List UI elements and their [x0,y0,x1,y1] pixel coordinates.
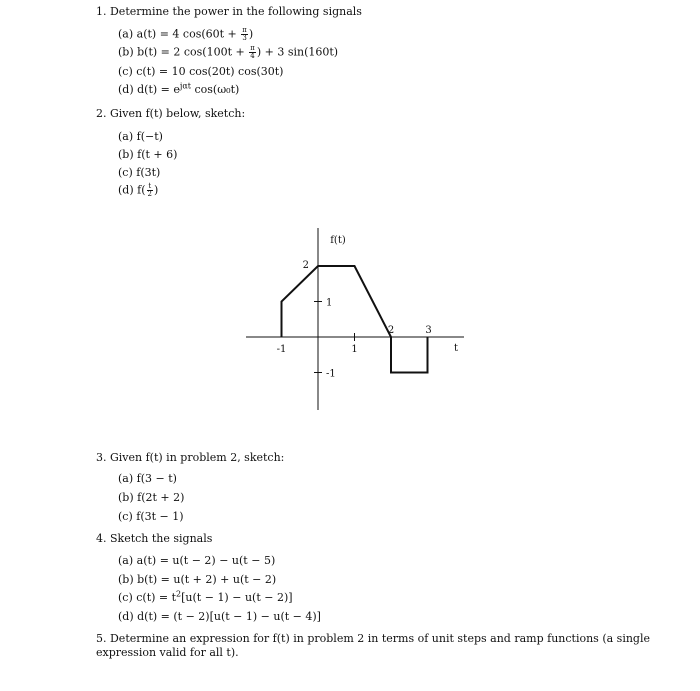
item-label: (a) [118,130,134,143]
item-label: (d) [118,183,134,197]
exponent: 2 [176,589,182,599]
problem-4d [118,610,321,624]
equation: f(3t − 1) [136,510,184,523]
item-label: (d) [118,610,134,623]
equation-suffix: ) [248,27,254,41]
equation-suffix: ) + 3 sin(160t) [256,45,339,59]
item-label: (c) [118,65,133,78]
item-label: (a) [118,554,134,567]
problem-4-title: 4. Sketch the signals [96,532,213,545]
equation: d(t) = (t − 2)[u(t − 1) − u(t − 4)] [137,610,321,623]
equation-prefix: f( [137,183,146,197]
fraction-denominator: 3 [242,34,247,42]
problem-5: 5. Determine an expression for f(t) in problem 2 in terms of unit steps and ramp functions (a single expression valid for all t). [96,632,650,659]
item-label: (b) [118,45,134,59]
plot-labels [277,235,458,380]
exponent: jαt [179,81,191,91]
item-label: (b) [118,573,134,586]
fraction-denominator: 4 [250,52,255,60]
fraction-numerator: π [250,44,255,52]
item-label: (a) [118,472,134,485]
y-tick-label: 2 [302,260,309,271]
x-axis-label: t [453,343,459,354]
fraction-numerator: π [242,26,247,34]
item-label: (d) [118,83,134,96]
item-label: (c) [118,510,133,523]
equation-prefix: d(t) = e [137,83,180,96]
equation-suffix: [u(t − 1) − u(t − 2)] [181,591,293,604]
problem-3c [118,510,184,524]
equation-prefix: a(t) = 4 cos(60t + [136,27,241,41]
equation: f(t + 6) [137,148,178,161]
equation: f(−t) [136,130,163,143]
x-tick-label: -1 [276,344,287,355]
equation: b(t) = u(t + 2) + u(t − 2) [137,573,277,586]
equation: a(t) = u(t − 2) − u(t − 5) [136,554,276,567]
problem-4a [118,554,275,568]
fraction-numerator: t [148,182,152,190]
fraction-denominator: 2 [147,190,152,198]
problem-1-title: 1. Determine the power in the following signals [96,5,362,18]
problem-4b [118,573,276,587]
equation-suffix: cos(ω₀t) [191,83,240,96]
plot-axes [246,228,464,410]
plot-title: f(t) [330,235,346,246]
equation: f(3 − t) [136,472,177,485]
x-tick-label: 2 [387,325,395,336]
problem-3-title: 3. Given f(t) in problem 2, sketch: [96,451,285,464]
x-tick-label: 1 [351,344,358,355]
equation: c(t) = 10 cos(20t) cos(30t) [136,65,284,78]
problem-3b [118,491,184,505]
item-label: (c) [118,166,133,179]
equation-suffix: ) [153,183,159,197]
problem-4c [118,591,293,605]
item-label: (a) [118,27,134,41]
y-tick-label: 1 [326,297,333,309]
problem-3a [118,472,177,486]
equation-prefix: b(t) = 2 cos(100t + [137,45,249,59]
item-label: (c) [118,591,133,604]
problem-2-title: 2. Given f(t) below, sketch: [96,107,246,120]
signal-waveform [282,266,428,373]
item-label: (b) [118,148,134,161]
equation: f(3t) [136,166,161,179]
equation-prefix: c(t) = t [136,591,177,604]
x-tick-label: 3 [425,325,432,336]
y-tick-label: -1 [326,368,336,380]
equation: f(2t + 2) [137,491,185,504]
item-label: (b) [118,491,134,504]
